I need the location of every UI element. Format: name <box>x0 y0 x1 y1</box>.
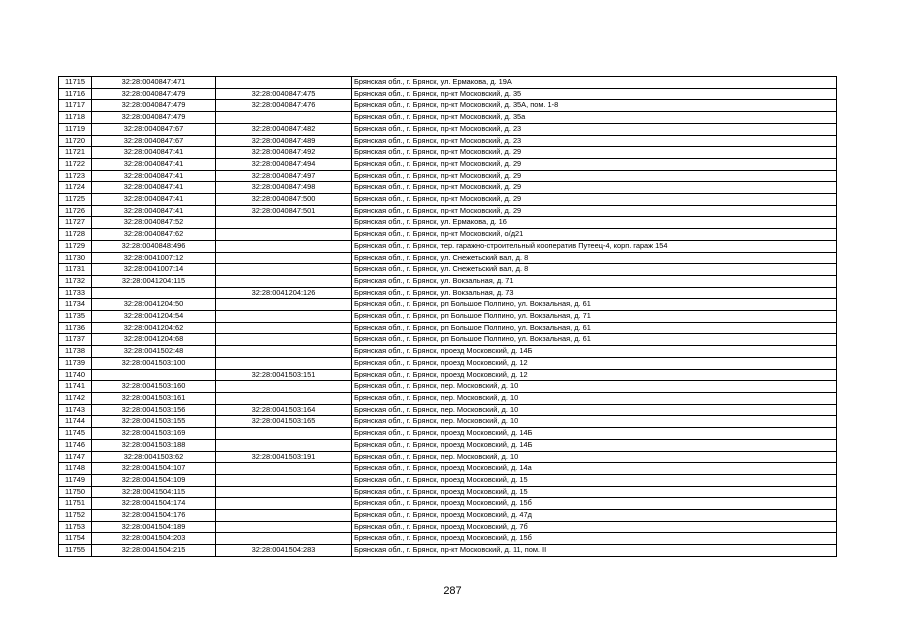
cadastral-number-cell: 32:28:0041504:115 <box>92 486 216 498</box>
row-number-cell: 11722 <box>59 158 92 170</box>
table-row <box>59 404 837 416</box>
related-cadastral-cell <box>216 474 352 486</box>
related-cadastral-cell <box>216 299 352 311</box>
address-cell: Брянская обл., г. Брянск, ул. Снежетьский вал, д. 8 <box>352 252 837 264</box>
table-row <box>59 287 837 299</box>
row-number-cell: 11733 <box>59 287 92 299</box>
cadastral-number-cell: 32:28:0041503:169 <box>92 428 216 440</box>
table-row <box>59 416 837 428</box>
address-cell: Брянская обл., г. Брянск, ул. Снежетьский вал, д. 8 <box>352 264 837 276</box>
row-number-cell: 11715 <box>59 77 92 89</box>
cadastral-number-cell: 32:28:0040847:479 <box>92 100 216 112</box>
cadastral-number-cell <box>92 287 216 299</box>
related-cadastral-cell <box>216 334 352 346</box>
row-number-cell: 11729 <box>59 240 92 252</box>
related-cadastral-cell <box>216 428 352 440</box>
cadastral-number-cell: 32:28:0041503:100 <box>92 357 216 369</box>
cadastral-number-cell: 32:28:0040847:41 <box>92 147 216 159</box>
cadastral-number-cell <box>92 369 216 381</box>
row-number-cell: 11755 <box>59 545 92 557</box>
table-row <box>59 334 837 346</box>
address-cell: Брянская обл., г. Брянск, ул. Вокзальная, д. 73 <box>352 287 837 299</box>
row-number-cell: 11751 <box>59 498 92 510</box>
row-number-cell: 11725 <box>59 194 92 206</box>
table-row <box>59 229 837 241</box>
address-cell: Брянская обл., г. Брянск, пр-кт Московский, д. 35а <box>352 112 837 124</box>
address-cell: Брянская обл., г. Брянск, рп Большое Полпино, ул. Вокзальная, д. 71 <box>352 311 837 323</box>
table-row <box>59 486 837 498</box>
related-cadastral-cell: 32:28:0040847:475 <box>216 88 352 100</box>
cadastral-number-cell: 32:28:0041504:215 <box>92 545 216 557</box>
related-cadastral-cell: 32:28:0040847:498 <box>216 182 352 194</box>
address-cell: Брянская обл., г. Брянск, проезд Московский, д. 14Б <box>352 439 837 451</box>
table-row <box>59 123 837 135</box>
table-row <box>59 533 837 545</box>
cadastral-number-cell: 32:28:0041503:62 <box>92 451 216 463</box>
row-number-cell: 11726 <box>59 205 92 217</box>
related-cadastral-cell <box>216 77 352 89</box>
related-cadastral-cell <box>216 229 352 241</box>
cadastral-number-cell: 32:28:0040847:479 <box>92 88 216 100</box>
address-cell: Брянская обл., г. Брянск, пер. Московский, д. 10 <box>352 451 837 463</box>
table-row <box>59 182 837 194</box>
cadastral-number-cell: 32:28:0040847:41 <box>92 205 216 217</box>
cadastral-number-cell: 32:28:0040847:67 <box>92 135 216 147</box>
address-cell: Брянская обл., г. Брянск, пр-кт Московский, д. 23 <box>352 123 837 135</box>
cadastral-number-cell: 32:28:0040847:41 <box>92 182 216 194</box>
table-row <box>59 346 837 358</box>
related-cadastral-cell: 32:28:0041503:165 <box>216 416 352 428</box>
table-row <box>59 158 837 170</box>
row-number-cell: 11732 <box>59 275 92 287</box>
related-cadastral-cell: 32:28:0040847:489 <box>216 135 352 147</box>
address-cell: Брянская обл., г. Брянск, проезд Московский, д. 47д <box>352 510 837 522</box>
row-number-cell: 11716 <box>59 88 92 100</box>
table-row <box>59 521 837 533</box>
property-register-table <box>58 76 837 557</box>
row-number-cell: 11734 <box>59 299 92 311</box>
row-number-cell: 11721 <box>59 147 92 159</box>
address-cell: Брянская обл., г. Брянск, проезд Московский, д. 14Б <box>352 346 837 358</box>
related-cadastral-cell <box>216 463 352 475</box>
row-number-cell: 11723 <box>59 170 92 182</box>
table-row <box>59 252 837 264</box>
address-cell: Брянская обл., г. Брянск, пр-кт Московский, д. 29 <box>352 182 837 194</box>
table-row <box>59 428 837 440</box>
table-row <box>59 88 837 100</box>
address-cell: Брянская обл., г. Брянск, проезд Московский, д. 15б <box>352 498 837 510</box>
cadastral-number-cell: 32:28:0041504:107 <box>92 463 216 475</box>
row-number-cell: 11750 <box>59 486 92 498</box>
row-number-cell: 11718 <box>59 112 92 124</box>
related-cadastral-cell: 32:28:0041503:191 <box>216 451 352 463</box>
table-row <box>59 381 837 393</box>
related-cadastral-cell <box>216 240 352 252</box>
cadastral-number-cell: 32:28:0041503:161 <box>92 392 216 404</box>
address-cell: Брянская обл., г. Брянск, пр-кт Московский, д. 29 <box>352 158 837 170</box>
address-cell: Брянская обл., г. Брянск, ул. Ермакова, д. 19А <box>352 77 837 89</box>
row-number-cell: 11744 <box>59 416 92 428</box>
related-cadastral-cell: 32:28:0040847:497 <box>216 170 352 182</box>
related-cadastral-cell <box>216 311 352 323</box>
related-cadastral-cell <box>216 533 352 545</box>
address-cell: Брянская обл., г. Брянск, проезд Московский, д. 15 <box>352 474 837 486</box>
related-cadastral-cell <box>216 217 352 229</box>
cadastral-number-cell: 32:28:0040847:471 <box>92 77 216 89</box>
related-cadastral-cell <box>216 486 352 498</box>
row-number-cell: 11731 <box>59 264 92 276</box>
related-cadastral-cell <box>216 392 352 404</box>
address-cell: Брянская обл., г. Брянск, проезд Московский, д. 12 <box>352 357 837 369</box>
cadastral-number-cell: 32:28:0041503:160 <box>92 381 216 393</box>
related-cadastral-cell <box>216 322 352 334</box>
row-number-cell: 11730 <box>59 252 92 264</box>
table-row <box>59 311 837 323</box>
related-cadastral-cell <box>216 264 352 276</box>
row-number-cell: 11720 <box>59 135 92 147</box>
cadastral-number-cell: 32:28:0040847:41 <box>92 158 216 170</box>
related-cadastral-cell <box>216 346 352 358</box>
address-cell: Брянская обл., г. Брянск, проезд Московский, д. 15б <box>352 533 837 545</box>
table-row <box>59 510 837 522</box>
table-row <box>59 77 837 89</box>
cadastral-number-cell: 32:28:0041504:109 <box>92 474 216 486</box>
table-row <box>59 205 837 217</box>
related-cadastral-cell: 32:28:0040847:492 <box>216 147 352 159</box>
address-cell: Брянская обл., г. Брянск, рп Большое Полпино, ул. Вокзальная, д. 61 <box>352 334 837 346</box>
table-row <box>59 194 837 206</box>
related-cadastral-cell <box>216 275 352 287</box>
address-cell: Брянская обл., г. Брянск, проезд Московский, д. 15 <box>352 486 837 498</box>
row-number-cell: 11753 <box>59 521 92 533</box>
related-cadastral-cell: 32:28:0041504:283 <box>216 545 352 557</box>
address-cell: Брянская обл., г. Брянск, ул. Ермакова, д. 16 <box>352 217 837 229</box>
cadastral-number-cell: 32:28:0041204:54 <box>92 311 216 323</box>
row-number-cell: 11737 <box>59 334 92 346</box>
address-cell: Брянская обл., г. Брянск, тер. гаражно-строительный кооператив Путеец-4, корп. гараж 154 <box>352 240 837 252</box>
address-cell: Брянская обл., г. Брянск, пер. Московский, д. 10 <box>352 404 837 416</box>
cadastral-number-cell: 32:28:0041503:156 <box>92 404 216 416</box>
address-cell: Брянская обл., г. Брянск, пр-кт Московский, д. 29 <box>352 194 837 206</box>
cadastral-number-cell: 32:28:0041204:68 <box>92 334 216 346</box>
row-number-cell: 11739 <box>59 357 92 369</box>
table-body <box>59 77 837 557</box>
table-row <box>59 474 837 486</box>
cadastral-number-cell: 32:28:0041204:115 <box>92 275 216 287</box>
cadastral-number-cell: 32:28:0041504:189 <box>92 521 216 533</box>
address-cell: Брянская обл., г. Брянск, пр-кт Московский, д. 11, пом. II <box>352 545 837 557</box>
row-number-cell: 11752 <box>59 510 92 522</box>
address-cell: Брянская обл., г. Брянск, ул. Вокзальная, д. 71 <box>352 275 837 287</box>
table-row <box>59 357 837 369</box>
address-cell: Брянская обл., г. Брянск, пр-кт Московский, д. 29 <box>352 147 837 159</box>
row-number-cell: 11719 <box>59 123 92 135</box>
cadastral-number-cell: 32:28:0040847:62 <box>92 229 216 241</box>
table-row <box>59 135 837 147</box>
address-cell: Брянская обл., г. Брянск, проезд Московский, д. 14Б <box>352 428 837 440</box>
cadastral-number-cell: 32:28:0040847:67 <box>92 123 216 135</box>
row-number-cell: 11747 <box>59 451 92 463</box>
table-row <box>59 112 837 124</box>
row-number-cell: 11735 <box>59 311 92 323</box>
row-number-cell: 11740 <box>59 369 92 381</box>
table-row <box>59 451 837 463</box>
cadastral-number-cell: 32:28:0041503:188 <box>92 439 216 451</box>
related-cadastral-cell: 32:28:0040847:482 <box>216 123 352 135</box>
cadastral-number-cell: 32:28:0040847:52 <box>92 217 216 229</box>
related-cadastral-cell <box>216 112 352 124</box>
related-cadastral-cell: 32:28:0040847:494 <box>216 158 352 170</box>
related-cadastral-cell: 32:28:0041503:151 <box>216 369 352 381</box>
address-cell: Брянская обл., г. Брянск, пер. Московский, д. 10 <box>352 392 837 404</box>
cadastral-number-cell: 32:28:0041007:14 <box>92 264 216 276</box>
cadastral-number-cell: 32:28:0041504:174 <box>92 498 216 510</box>
row-number-cell: 11727 <box>59 217 92 229</box>
related-cadastral-cell <box>216 381 352 393</box>
address-cell: Брянская обл., г. Брянск, пр-кт Московский, д. 35А, пом. 1-8 <box>352 100 837 112</box>
cadastral-number-cell: 32:28:0041504:176 <box>92 510 216 522</box>
table-row <box>59 545 837 557</box>
cadastral-number-cell: 32:28:0040847:41 <box>92 194 216 206</box>
address-cell: Брянская обл., г. Брянск, пр-кт Московский, д. 29 <box>352 170 837 182</box>
row-number-cell: 11742 <box>59 392 92 404</box>
row-number-cell: 11749 <box>59 474 92 486</box>
table-row <box>59 439 837 451</box>
row-number-cell: 11743 <box>59 404 92 416</box>
table-row <box>59 369 837 381</box>
related-cadastral-cell: 32:28:0041204:126 <box>216 287 352 299</box>
address-cell: Брянская обл., г. Брянск, проезд Московский, д. 7б <box>352 521 837 533</box>
related-cadastral-cell: 32:28:0040847:501 <box>216 205 352 217</box>
related-cadastral-cell: 32:28:0040847:500 <box>216 194 352 206</box>
address-cell: Брянская обл., г. Брянск, проезд Московский, д. 14а <box>352 463 837 475</box>
cadastral-number-cell: 32:28:0040847:41 <box>92 170 216 182</box>
table-row <box>59 322 837 334</box>
table-row <box>59 170 837 182</box>
table-row <box>59 463 837 475</box>
row-number-cell: 11728 <box>59 229 92 241</box>
cadastral-number-cell: 32:28:0041204:62 <box>92 322 216 334</box>
table-row <box>59 217 837 229</box>
related-cadastral-cell: 32:28:0041503:164 <box>216 404 352 416</box>
address-cell: Брянская обл., г. Брянск, пр-кт Московский, д. 29 <box>352 205 837 217</box>
address-cell: Брянская обл., г. Брянск, пр-кт Московский, д. 23 <box>352 135 837 147</box>
table-row <box>59 299 837 311</box>
related-cadastral-cell <box>216 252 352 264</box>
cadastral-number-cell: 32:28:0041204:50 <box>92 299 216 311</box>
row-number-cell: 11748 <box>59 463 92 475</box>
cadastral-number-cell: 32:28:0041503:155 <box>92 416 216 428</box>
table-row <box>59 264 837 276</box>
row-number-cell: 11746 <box>59 439 92 451</box>
related-cadastral-cell <box>216 498 352 510</box>
cadastral-number-cell: 32:28:0040847:479 <box>92 112 216 124</box>
table-row <box>59 240 837 252</box>
cadastral-number-cell: 32:28:0041007:12 <box>92 252 216 264</box>
table-row <box>59 100 837 112</box>
cadastral-number-cell: 32:28:0041504:203 <box>92 533 216 545</box>
address-cell: Брянская обл., г. Брянск, пр-кт Московский, о/д21 <box>352 229 837 241</box>
table-row <box>59 275 837 287</box>
address-cell: Брянская обл., г. Брянск, пер. Московский, д. 10 <box>352 381 837 393</box>
page-number: 287 <box>443 585 462 597</box>
row-number-cell: 11736 <box>59 322 92 334</box>
cadastral-number-cell: 32:28:0041502:48 <box>92 346 216 358</box>
related-cadastral-cell <box>216 439 352 451</box>
address-cell: Брянская обл., г. Брянск, рп Большое Полпино, ул. Вокзальная, д. 61 <box>352 299 837 311</box>
row-number-cell: 11724 <box>59 182 92 194</box>
related-cadastral-cell <box>216 357 352 369</box>
cadastral-number-cell: 32:28:0040848:496 <box>92 240 216 252</box>
row-number-cell: 11717 <box>59 100 92 112</box>
table-row <box>59 147 837 159</box>
address-cell: Брянская обл., г. Брянск, пер. Московский, д. 10 <box>352 416 837 428</box>
row-number-cell: 11738 <box>59 346 92 358</box>
row-number-cell: 11741 <box>59 381 92 393</box>
address-cell: Брянская обл., г. Брянск, рп Большое Полпино, ул. Вокзальная, д. 61 <box>352 322 837 334</box>
address-cell: Брянская обл., г. Брянск, пр-кт Московский, д. 35 <box>352 88 837 100</box>
related-cadastral-cell <box>216 521 352 533</box>
related-cadastral-cell: 32:28:0040847:476 <box>216 100 352 112</box>
address-cell: Брянская обл., г. Брянск, проезд Московский, д. 12 <box>352 369 837 381</box>
related-cadastral-cell <box>216 510 352 522</box>
table-row <box>59 498 837 510</box>
row-number-cell: 11745 <box>59 428 92 440</box>
table-row <box>59 392 837 404</box>
row-number-cell: 11754 <box>59 533 92 545</box>
